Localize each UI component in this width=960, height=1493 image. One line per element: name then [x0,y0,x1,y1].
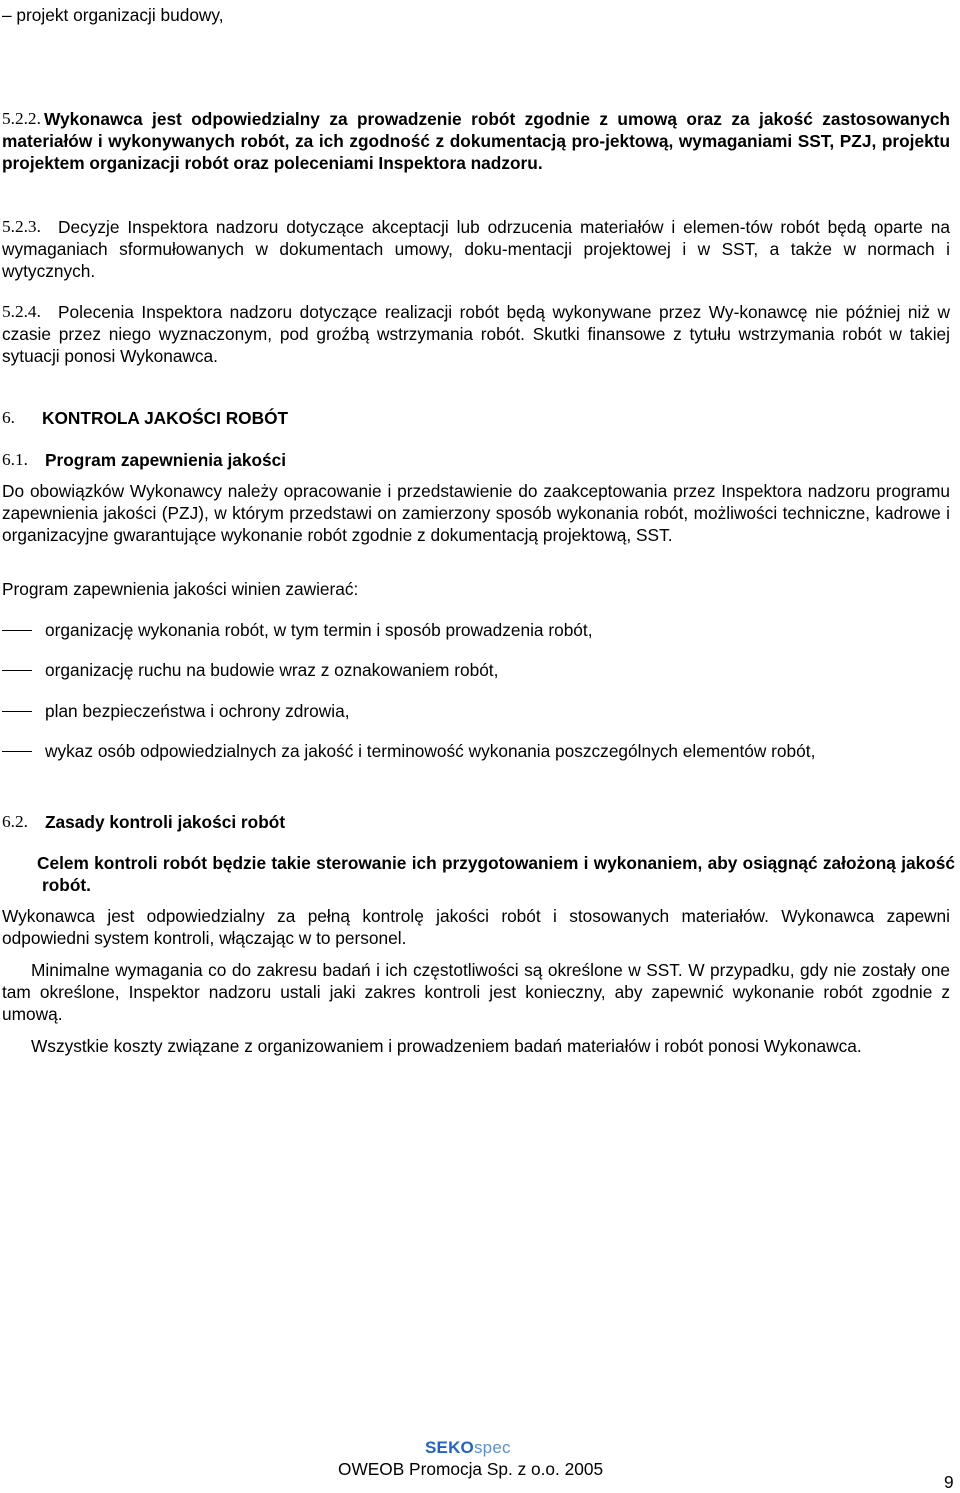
paragraph-6-2-c: Wszystkie koszty związane z organizowaniem i prowadzeniem badań materiałów i robót ponosi Wykonawca. [31,1036,862,1056]
list-item-text: plan bezpieczeństwa i ochrony zdrowia, [45,701,350,721]
heading-number-6-1: 6.1. [2,450,28,469]
paragraph-6-1: Do obowiązków Wykonawcy należy opracowanie i przedstawienie do zaakceptowania przez Inspektora nadzoru programu zapewnienia jakości (PZJ), w którym przedstawi on zamierzony sposób wykonania robót, możliwości techniczne, kadrowe i organizacyjne gwarantujące wykonanie robót zgodnie z dokumentacją projektową, SST. [2,481,950,545]
heading-kontrola-jakosci: KONTROLA JAKOŚCI ROBÓT [42,408,289,428]
heading-number-6-2: 6.2. [2,812,28,831]
list-item-text: organizację wykonania robót, w tym termin i sposób prowadzenia robót, [45,620,593,640]
section-number-5-2-3: 5.2.3. [2,217,41,236]
dash-marker [2,670,32,671]
paragraph-6-2-goal: Celem kontroli robót będzie takie sterowanie ich przygotowaniem i wykonaniem, aby osiągnąć założoną jakość robót. [37,853,955,895]
page-number: 9 [944,1472,954,1492]
dash-marker [2,630,32,631]
section-5-2-2-text: Wykonawca jest odpowiedzialny za prowadzenie robót zgodnie z umową oraz za jakość zastosowanych materiałów i wykonywanych robót, za ich zgodność z dokumentacją pro-jektową, wymaganiami SST, PZJ, projektu projektem organizacji robót oraz poleceniami Inspektora nadzoru. [2,109,950,173]
section-5-2-3-text: Decyzje Inspektora nadzoru dotyczące akceptacji lub odrzucenia materiałów i elemen-tów robót będą oparte na wymaganiach sformułowanych w dokumentach umowy, doku-mentacji projektowej i w SST, a także w normach i wytycznych. [2,217,950,281]
list-item-text: organizację ruchu na budowie wraz z oznakowaniem robót, [45,660,499,680]
paragraph-6-2-a: Wykonawca jest odpowiedzialny za pełną kontrolę jakości robót i stosowanych materiałów. Wykonawca zapewni odpowiedni system kontroli, włączając w to personel. [2,906,950,948]
heading-number-6: 6. [2,408,15,427]
brand-spec: spec [473,1438,511,1457]
list-intro: Program zapewnienia jakości winien zawierać: [2,579,359,599]
heading-zasady-kontroli: Zasady kontroli jakości robót [45,812,286,832]
section-number-5-2-4: 5.2.4. [2,302,41,321]
list-item-text: wykaz osób odpowiedzialnych za jakość i terminowość wykonania poszczególnych elementów robót, [45,741,816,761]
heading-program-zapewnienia: Program zapewnienia jakości [45,450,287,470]
section-5-2-4-text: Polecenia Inspektora nadzoru dotyczące realizacji robót będą wykonywane przez Wy-konawcę nie później niż w czasie przez niego wyznaczonym, pod groźbą wstrzymania robót. Skutki finansowe z tytułu wstrzymania robót w takiej sytuacji ponosi Wykonawca. [2,302,950,366]
list-item [2,700,952,722]
dash-marker [2,751,32,752]
brand-seko: SEKO [425,1438,474,1457]
list-item [2,619,952,641]
list-item [2,740,952,762]
footer-company: OWEOB Promocja Sp. z o.o. 2005 [338,1459,604,1479]
bullet-list [2,619,952,769]
section-number-5-2-2: 5.2.2. [2,109,41,128]
dash-marker [2,711,32,712]
list-item [2,659,952,681]
footer-brand-logo [425,1437,511,1459]
paragraph-6-2-b: Minimalne wymagania co do zakresu badań i ich częstotliwości są określone w SST. W przypadku, gdy nie zostały one tam określone, Inspektor nadzoru ustali jaki zakres kontroli jest konieczny, aby zapewnić wykonanie robót zgodnie z umową. [2,960,950,1024]
top-list-line: – projekt organizacji budowy, [2,5,224,25]
